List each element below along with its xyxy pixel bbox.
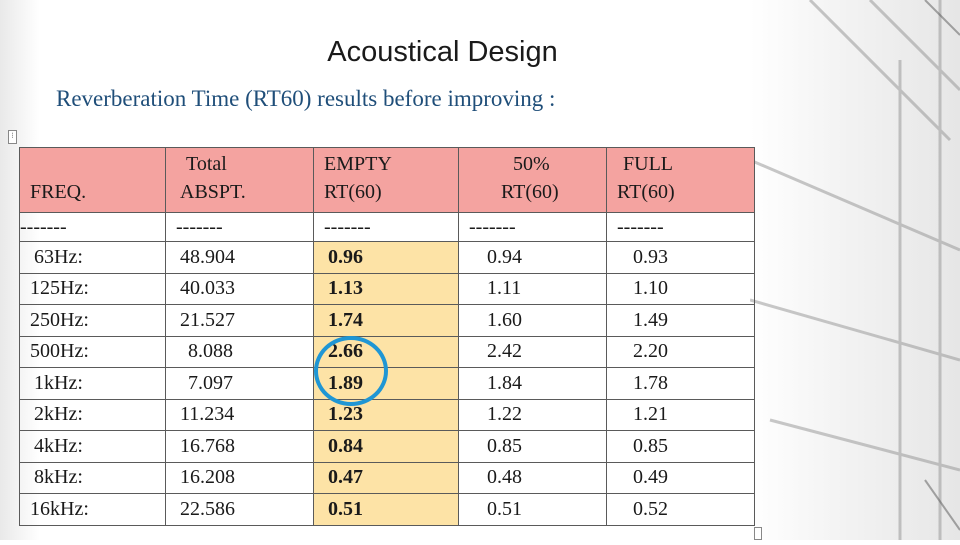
- freq-cell: 125Hz:: [20, 273, 166, 305]
- absorption-cell: 22.586: [166, 494, 314, 526]
- full-rt60-cell: 0.85: [607, 431, 755, 463]
- separator-cell: -------: [459, 213, 607, 242]
- table-row: [20, 242, 755, 274]
- table-row: [20, 305, 755, 337]
- table-header-row: [20, 148, 755, 213]
- freq-cell: 16kHz:: [20, 494, 166, 526]
- table-row: [20, 399, 755, 431]
- half-rt60-cell: 0.51: [459, 494, 607, 526]
- full-rt60-cell: 1.78: [607, 368, 755, 400]
- header-50pct-line1: 50%: [513, 153, 550, 175]
- absorption-cell: 16.208: [166, 462, 314, 494]
- freq-cell: 4kHz:: [20, 431, 166, 463]
- window-frame-decoration: [750, 0, 960, 540]
- separator-row: [20, 213, 755, 242]
- header-freq-line1: [30, 150, 165, 178]
- header-total-line2: ABSPT.: [180, 181, 246, 203]
- full-rt60-cell: 0.93: [607, 242, 755, 274]
- anchor-marker-icon: ⁝: [8, 130, 17, 144]
- table-resize-handle: [754, 527, 762, 540]
- absorption-cell: 8.088: [166, 336, 314, 368]
- freq-cell: 8kHz:: [20, 462, 166, 494]
- rt60-results-table: [19, 147, 755, 526]
- empty-rt60-cell: 1.23: [314, 399, 459, 431]
- slide-subtitle: Reverberation Time (RT60) results before improving :: [56, 86, 556, 111]
- separator-cell: -------: [166, 213, 314, 242]
- header-50pct-rt60: [459, 148, 607, 213]
- full-rt60-cell: 0.52: [607, 494, 755, 526]
- freq-cell: 250Hz:: [20, 305, 166, 337]
- absorption-cell: 40.033: [166, 273, 314, 305]
- full-rt60-cell: 2.20: [607, 336, 755, 368]
- table-row: [20, 462, 755, 494]
- full-rt60-cell: 1.21: [607, 399, 755, 431]
- absorption-cell: 21.527: [166, 305, 314, 337]
- separator-cell: -------: [20, 213, 166, 242]
- half-rt60-cell: 0.94: [459, 242, 607, 274]
- header-50pct-line2: RT(60): [501, 181, 559, 203]
- table-row: [20, 336, 755, 368]
- half-rt60-cell: 0.85: [459, 431, 607, 463]
- half-rt60-cell: 1.22: [459, 399, 607, 431]
- half-rt60-cell: 1.11: [459, 273, 607, 305]
- header-freq: [20, 148, 166, 213]
- background-window-image: [750, 0, 960, 540]
- freq-cell: 63Hz:: [20, 242, 166, 274]
- half-rt60-cell: 2.42: [459, 336, 607, 368]
- slide-title: Acoustical Design: [327, 36, 558, 68]
- empty-rt60-cell: 1.74: [314, 305, 459, 337]
- absorption-cell: 11.234: [166, 399, 314, 431]
- table-row: [20, 273, 755, 305]
- header-empty-rt60: [314, 148, 459, 213]
- absorption-cell: 7.097: [166, 368, 314, 400]
- absorption-cell: 16.768: [166, 431, 314, 463]
- header-empty-line2: RT(60): [324, 181, 382, 203]
- half-rt60-cell: 0.48: [459, 462, 607, 494]
- half-rt60-cell: 1.60: [459, 305, 607, 337]
- header-empty-line1: EMPTY: [324, 153, 392, 175]
- table-row: [20, 494, 755, 526]
- half-rt60-cell: 1.84: [459, 368, 607, 400]
- empty-rt60-cell: 0.51: [314, 494, 459, 526]
- header-full-line2: RT(60): [617, 181, 675, 203]
- empty-rt60-cell: 0.96: [314, 242, 459, 274]
- header-freq-line2: FREQ.: [30, 181, 87, 203]
- header-full-rt60: [607, 148, 755, 213]
- absorption-cell: 48.904: [166, 242, 314, 274]
- separator-cell: -------: [607, 213, 755, 242]
- empty-rt60-cell: 1.89: [314, 368, 459, 400]
- header-total-absorption: [166, 148, 314, 213]
- empty-rt60-cell: 2.66: [314, 336, 459, 368]
- header-total-line1: Total: [186, 153, 227, 175]
- freq-cell: 2kHz:: [20, 399, 166, 431]
- full-rt60-cell: 0.49: [607, 462, 755, 494]
- separator-cell: -------: [314, 213, 459, 242]
- freq-cell: 1kHz:: [20, 368, 166, 400]
- empty-rt60-cell: 0.47: [314, 462, 459, 494]
- empty-rt60-cell: 1.13: [314, 273, 459, 305]
- empty-rt60-cell: 0.84: [314, 431, 459, 463]
- header-full-line1: FULL: [623, 153, 673, 175]
- table-row: [20, 368, 755, 400]
- freq-cell: 500Hz:: [20, 336, 166, 368]
- table-row: [20, 431, 755, 463]
- full-rt60-cell: 1.10: [607, 273, 755, 305]
- full-rt60-cell: 1.49: [607, 305, 755, 337]
- rt60-table-container: [19, 147, 754, 527]
